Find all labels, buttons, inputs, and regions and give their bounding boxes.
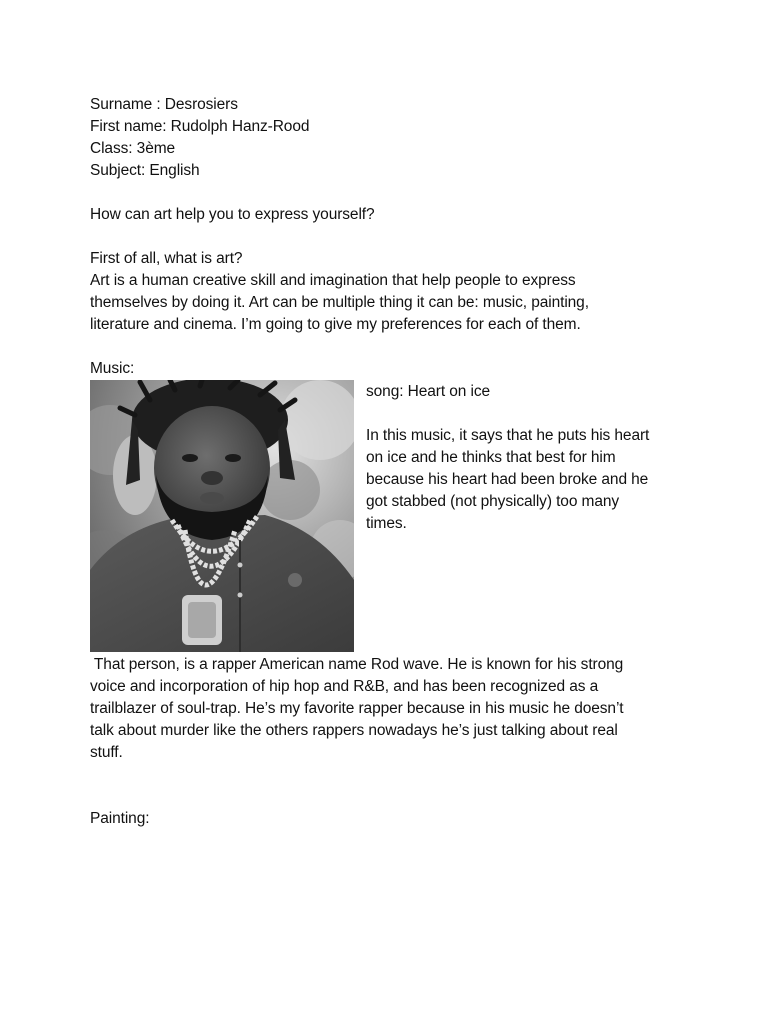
rapper-paragraph-line: trailblazer of soul-trap. He’s my favorite rapper because in his music he doesn’t	[90, 700, 624, 717]
intro-heading: First of all, what is art?	[90, 250, 243, 267]
intro-line: Art is a human creative skill and imagination that help people to express	[90, 272, 576, 289]
essay-question: How can art help you to express yourself?	[90, 206, 375, 223]
song-description-line: on ice and he thinks that best for him	[366, 449, 616, 466]
rapper-paragraph-line: That person, is a rapper American name Rod wave. He is known for his strong	[90, 656, 624, 673]
song-description-line: got stabbed (not physically) too many	[366, 493, 620, 510]
intro-line: literature and cinema. I’m going to give my preferences for each of them.	[90, 316, 581, 333]
song-description-line: In this music, it says that he puts his heart	[366, 427, 650, 444]
subject-line: Subject: English	[90, 162, 200, 179]
music-heading: Music:	[90, 360, 135, 377]
song-title: song: Heart on ice	[366, 383, 490, 400]
song-description-line: because his heart had been broke and he	[366, 471, 649, 488]
surname-line: Surname : Desrosiers	[90, 96, 238, 113]
rapper-paragraph-line: stuff.	[90, 744, 123, 761]
class-line: Class: 3ème	[90, 140, 176, 157]
rapper-paragraph-line: talk about murder like the others rappers nowadays he’s just talking about real	[90, 722, 618, 739]
rapper-paragraph-line: voice and incorporation of hip hop and R&B, and has been recognized as a	[90, 678, 599, 695]
painting-heading: Painting:	[90, 810, 150, 827]
rapper-photo	[90, 380, 354, 652]
song-description-line: times.	[366, 515, 407, 532]
intro-line: themselves by doing it. Art can be multiple thing it can be: music, painting,	[90, 294, 589, 311]
first-name-line: First name: Rudolph Hanz-Rood	[90, 118, 310, 135]
